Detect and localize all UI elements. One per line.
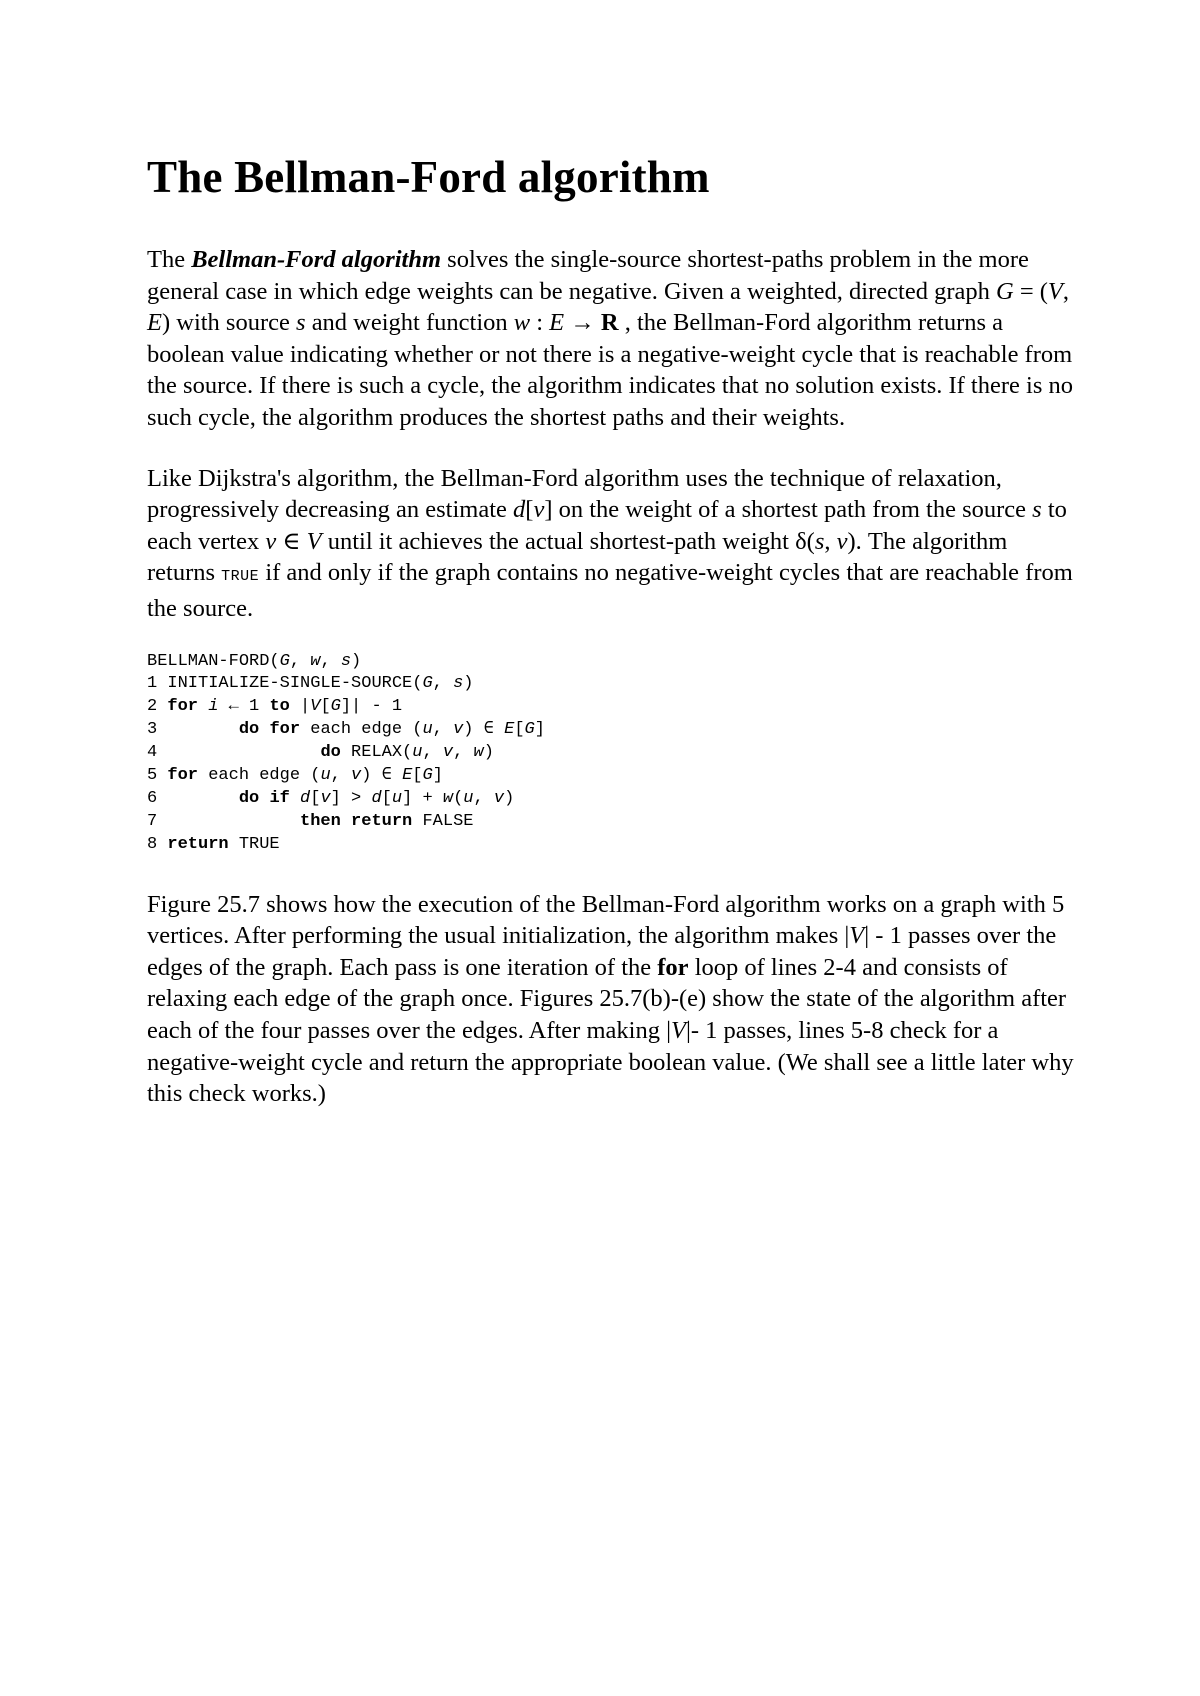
math-var: G: [995, 277, 1014, 305]
keyword-for: for: [657, 953, 689, 981]
code-var: v: [351, 766, 362, 786]
document-page: [147, 150, 1077, 1110]
code-var: w: [310, 651, 321, 671]
reals-symbol: R: [600, 309, 619, 337]
code-var: V: [310, 697, 321, 717]
text: [: [525, 496, 534, 524]
code-text: [: [412, 766, 423, 786]
line-number: 2: [147, 697, 168, 717]
code-var: i: [208, 697, 219, 717]
code-line: [147, 789, 514, 808]
code-text: TRUE: [228, 834, 280, 854]
line-number: 5: [147, 766, 168, 786]
code-text: ]: [432, 766, 443, 786]
line-number: 7: [147, 811, 301, 831]
code-text: FALSE: [412, 811, 474, 831]
text: loop of lines 2-4 and consists of relaxing each edge of the graph once. Figures 25.7(b)-(e) show the state of the algorithm after each of the four passes over the edges. After making |: [147, 953, 1067, 1045]
paragraph-relaxation: [147, 463, 1077, 625]
code-var: w: [473, 743, 484, 763]
code-text: RELAX(: [340, 743, 413, 763]
code-text: ,: [453, 743, 474, 763]
text: ] on the weight of a shortest path from the source: [544, 496, 1033, 524]
code-var: v: [453, 720, 464, 740]
code-line: [147, 766, 443, 785]
code-text: ] >: [330, 788, 372, 808]
line-number: 6: [147, 788, 239, 808]
small-caps-true: TRUE: [221, 568, 260, 586]
code-var: s: [453, 674, 464, 694]
paragraph-intro: [147, 244, 1077, 434]
code-text: ,: [473, 788, 494, 808]
text: solves the single-source shortest-paths problem in the more general case in which edge weights can be negative. Given a weighted, directed graph: [147, 246, 1029, 305]
math-var: V: [671, 1017, 686, 1045]
code-text: [341, 812, 351, 831]
math-var: V: [849, 922, 865, 950]
code-text: [: [310, 788, 321, 808]
code-text: [: [514, 720, 525, 740]
text: to each vertex: [147, 496, 1067, 555]
code-text: [: [320, 697, 331, 717]
code-text: ,: [432, 674, 454, 694]
line-number: 4: [147, 743, 321, 763]
line-number: 8: [147, 834, 168, 854]
code-text: ] +: [402, 788, 443, 808]
code-text: BELLMAN-FORD(: [147, 651, 280, 671]
code-text: ]: [534, 720, 545, 740]
code-keyword: do: [238, 788, 260, 808]
text: | - 1 passes over the edges of the graph. Each pass is one iteration of the: [147, 922, 1057, 981]
text: ) with source: [161, 309, 297, 337]
pseudocode-block: [147, 651, 1077, 857]
code-keyword: for: [167, 697, 199, 717]
math-var: v: [533, 496, 545, 524]
code-var: G: [279, 651, 290, 671]
text: = (: [1013, 277, 1048, 305]
code-text: (: [453, 788, 464, 808]
code-text: [198, 697, 208, 716]
text: Figure 25.7 shows how the execution of the Bellman-Ford algorithm works on a graph with 5 vertices. After performing the usual initialization, the algorithm makes |: [147, 890, 1065, 950]
code-text: each edge (: [198, 766, 321, 786]
code-text: ) ∈: [463, 720, 505, 740]
code-var: d: [300, 788, 311, 808]
code-text: [259, 720, 269, 739]
math-var: w: [513, 309, 531, 337]
code-line: [147, 812, 473, 831]
code-keyword: then: [300, 811, 341, 831]
code-text: ): [351, 651, 362, 671]
math-var: E: [147, 309, 162, 337]
math-var: v: [265, 527, 277, 555]
code-var: v: [493, 788, 505, 808]
page-title: The Bellman-Ford algorithm: [147, 152, 710, 202]
paragraph-figure: [147, 889, 1077, 1110]
math-var: s: [814, 527, 825, 555]
code-var: w: [442, 788, 454, 808]
code-line: [147, 697, 402, 716]
code-text: ,: [422, 743, 443, 763]
code-text: ,: [432, 720, 454, 740]
code-text: ): [504, 788, 515, 808]
line-number: 3: [147, 720, 239, 740]
code-keyword: return: [167, 834, 229, 854]
code-keyword: for: [167, 766, 199, 786]
text: ,: [824, 527, 837, 555]
code-keyword: do: [238, 720, 260, 740]
text: →: [564, 309, 601, 337]
code-text: ): [483, 743, 494, 763]
code-var: v: [442, 743, 454, 763]
code-line: [147, 720, 545, 739]
code-var: v: [320, 788, 331, 808]
code-text: [259, 789, 269, 808]
code-text: |: [289, 697, 311, 717]
code-line: [147, 674, 473, 693]
code-var: E: [402, 766, 413, 786]
code-var: d: [371, 788, 382, 808]
code-var: E: [504, 720, 515, 740]
code-text: [290, 789, 300, 808]
code-var: u: [320, 766, 331, 786]
code-keyword: if: [269, 788, 290, 808]
math-var: s: [296, 309, 306, 337]
text: :: [530, 309, 550, 337]
code-line: [147, 835, 280, 854]
code-var: G: [422, 766, 433, 786]
text: The: [147, 246, 192, 273]
code-line: [147, 652, 361, 671]
code-var: G: [422, 674, 433, 694]
text: ). The algorithm returns: [147, 527, 1008, 587]
code-text: ) ∈: [361, 766, 403, 786]
code-text: ,: [320, 651, 341, 671]
code-var: u: [391, 788, 403, 808]
text: until it achieves the actual shortest-path weight δ(: [321, 527, 815, 555]
code-text: INITIALIZE-SINGLE-SOURCE(: [167, 674, 423, 694]
code-line: [147, 743, 494, 762]
text: Like Dijkstra's algorithm, the Bellman-Ford algorithm uses the technique of relaxation, progressively decreasing an estimate: [147, 464, 1002, 524]
code-var: u: [463, 788, 474, 808]
text: if and only if the graph contains no negative-weight cycles that are reachable from the source.: [147, 559, 1073, 622]
text: ,: [1062, 277, 1070, 305]
code-keyword: to: [269, 697, 290, 717]
math-var: E: [549, 309, 565, 337]
code-keyword: do: [320, 743, 341, 763]
code-keyword: for: [269, 720, 301, 740]
text: ∈: [276, 527, 307, 555]
text: and weight function: [305, 309, 514, 337]
code-text: each edge (: [300, 720, 423, 740]
math-var: V: [1047, 277, 1063, 305]
math-var: V: [306, 527, 322, 555]
code-var: s: [340, 651, 352, 671]
code-var: G: [330, 697, 341, 717]
math-var: s: [1032, 496, 1042, 524]
math-var: d: [513, 496, 526, 524]
defined-term: Bellman-Ford algorithm: [191, 246, 442, 273]
math-var: v: [836, 527, 848, 555]
code-text: ]| - 1: [340, 697, 403, 717]
code-keyword: return: [351, 811, 413, 831]
code-text: ): [463, 674, 474, 694]
code-var: G: [524, 720, 535, 740]
code-var: u: [422, 720, 433, 740]
code-text: ,: [330, 766, 352, 786]
code-text: ← 1: [218, 697, 270, 717]
code-var: u: [412, 743, 423, 763]
text: |- 1 passes, lines 5-8 check for a negative-weight cycle and return the appropriate boolean value. (We shall see a little later why this check works.): [147, 1017, 1074, 1108]
code-text: [: [381, 788, 392, 808]
code-text: ,: [289, 651, 311, 671]
line-number: 1: [147, 674, 168, 694]
text: , the Bellman-Ford algorithm returns a boolean value indicating whether or not there is a negative-weight cycle that is reachable from the source. If there is such a cycle, the algorithm indicates that no solution exists. If there is no such cycle, the algorithm produces the shortest paths and their weights.: [147, 309, 1073, 431]
